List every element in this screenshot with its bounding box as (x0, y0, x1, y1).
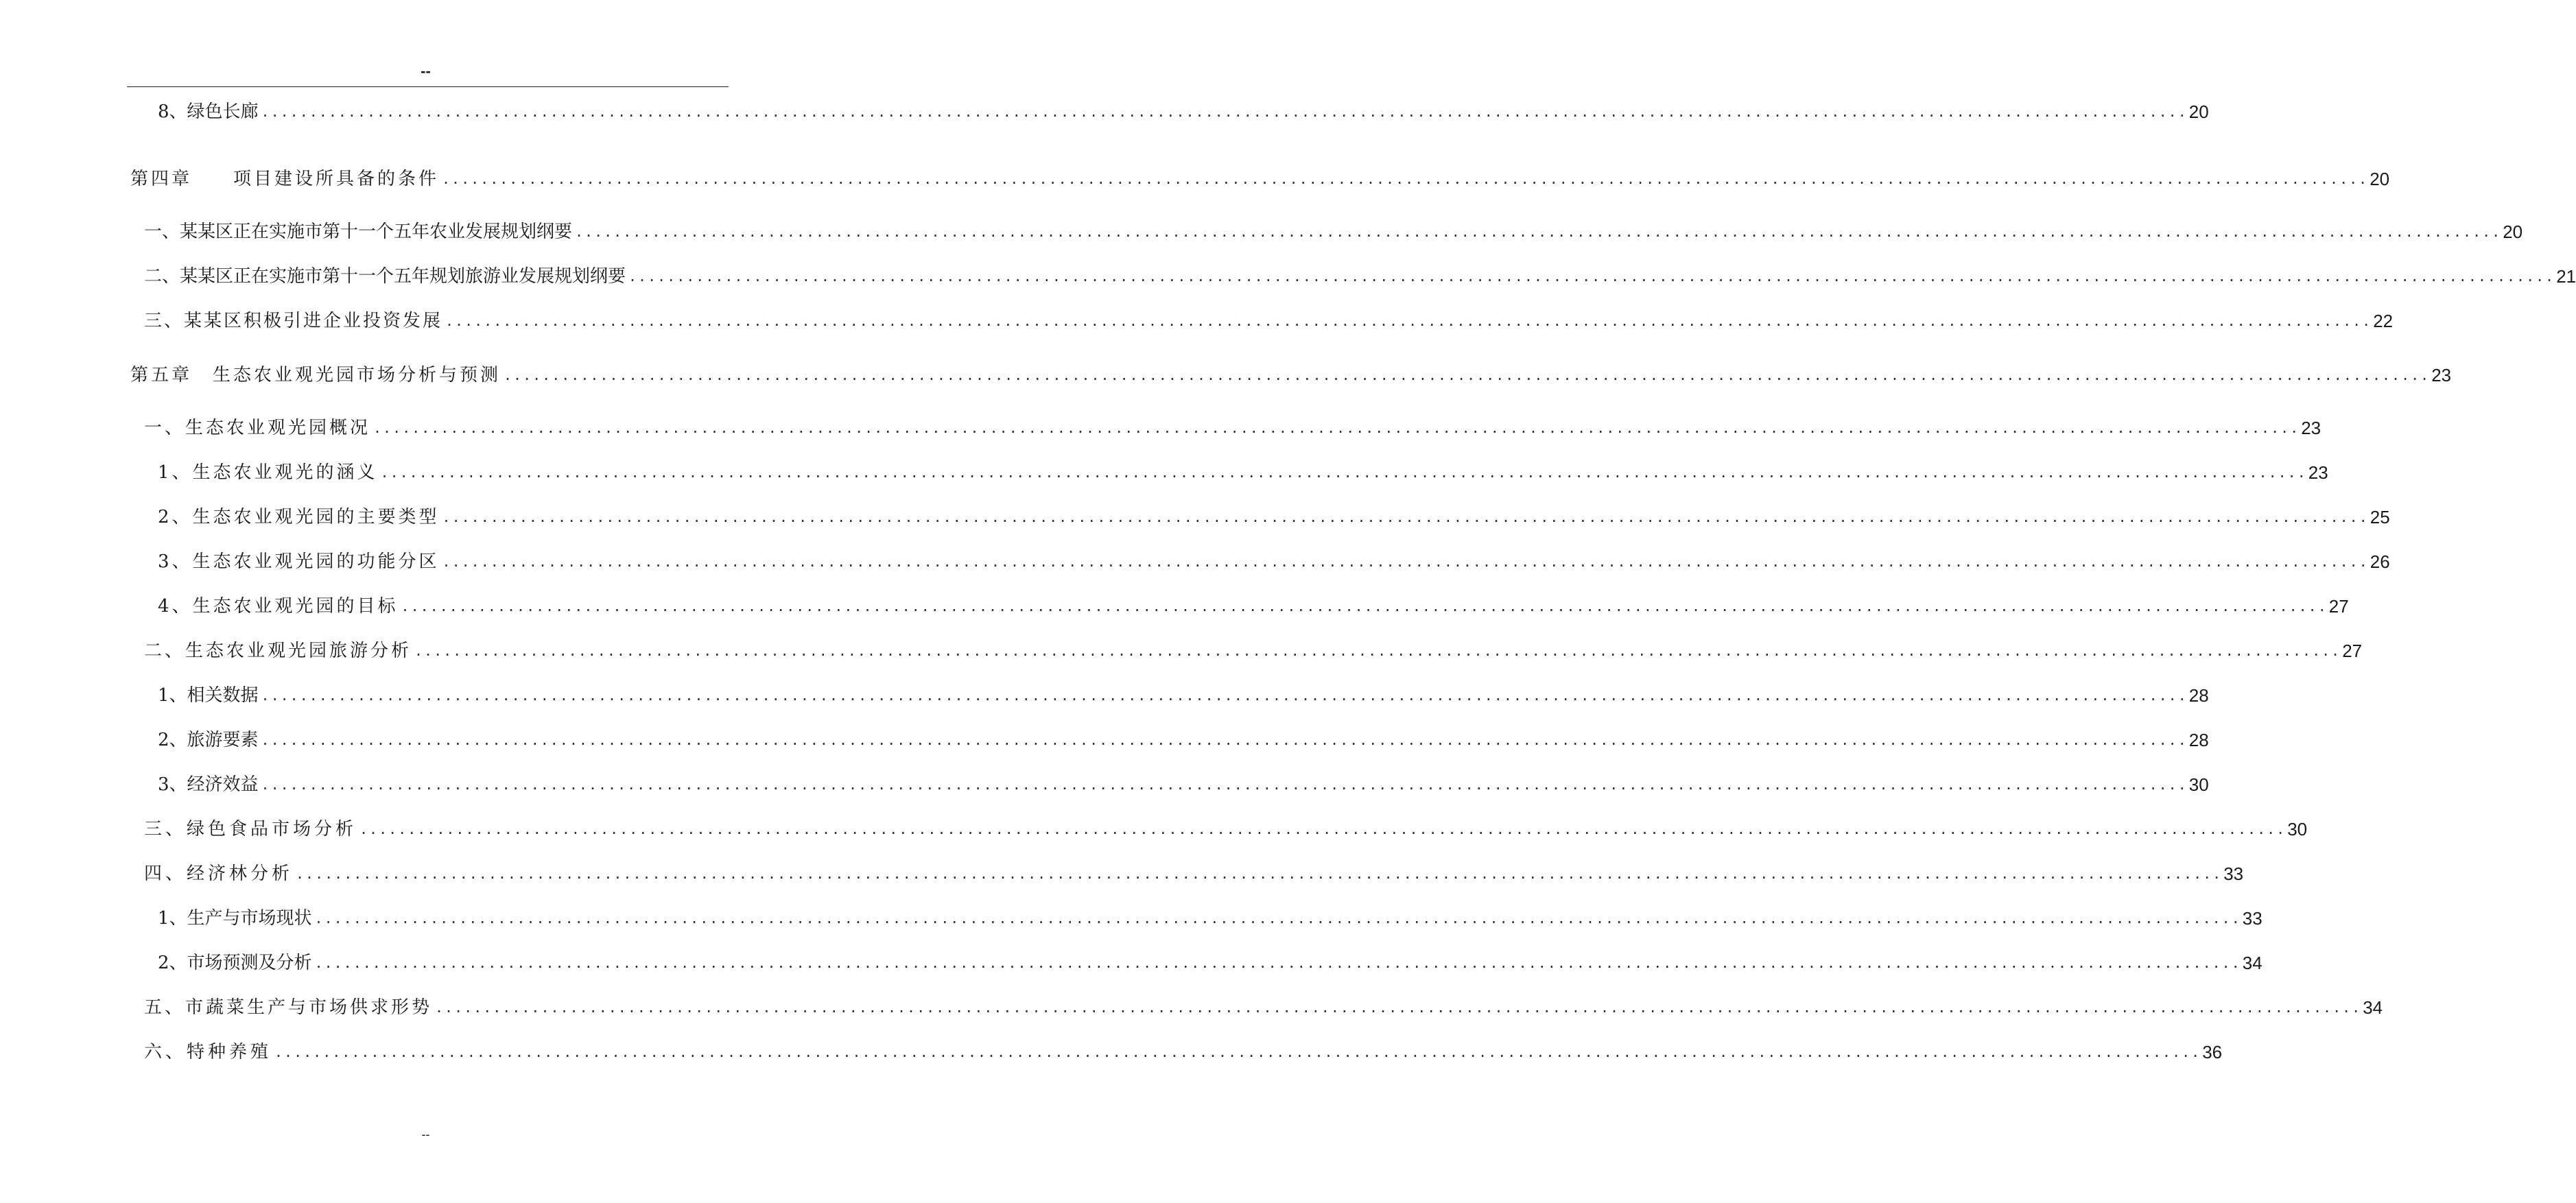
toc-entry-title: 8、绿色长廊 (158, 102, 259, 122)
toc-leader-dots: ........................................................................................................................................................................................................ (442, 553, 2369, 570)
toc-entry-page: 20 (2503, 222, 2523, 242)
toc-entry-page: 22 (2373, 311, 2394, 331)
toc-entry-page: 34 (2242, 953, 2262, 973)
toc-entry-page: 20 (2188, 102, 2209, 122)
toc-entry[interactable] (144, 309, 2394, 333)
toc-entry[interactable] (144, 996, 2383, 1019)
toc-entry[interactable] (158, 773, 2209, 796)
toc-leader-dots: ........................................................................................................................................................................................................ (373, 420, 2300, 436)
toc-entry-page: 27 (2342, 641, 2363, 661)
toc-entry[interactable] (158, 684, 2209, 707)
toc-entry-page: 25 (2370, 507, 2390, 527)
toc-leader-dots: ........................................................................................................................................................................................................ (314, 955, 2241, 971)
toc-entry[interactable] (144, 818, 2308, 841)
toc-entry-title: 第四章 项目建设所具备的条件 (130, 169, 440, 189)
toc-leader-dots: ........................................................................................................................................................................................................ (628, 268, 2555, 285)
toc-entry-page: 23 (2301, 418, 2321, 438)
toc-entry-page: 27 (2328, 596, 2349, 617)
toc-entry-page: 30 (2287, 819, 2308, 839)
toc-leader-dots: ........................................................................................................................................................................................................ (314, 910, 2241, 927)
toc-leader-dots: ........................................................................................................................................................................................................ (442, 171, 2369, 187)
toc-entry[interactable] (144, 639, 2363, 663)
toc-entry-page: 30 (2188, 774, 2209, 795)
toc-entry-title: 一、生态农业观光园概况 (144, 418, 371, 438)
toc-entry[interactable] (144, 265, 2576, 288)
toc-entry[interactable] (158, 505, 2390, 529)
toc-entry[interactable] (158, 461, 2328, 484)
toc-entry-title: 1、生态农业观光的涵义 (158, 462, 378, 483)
toc-leader-dots: ........................................................................................................................................................................................................ (261, 732, 2188, 748)
toc-leader-dots: ........................................................................................................................................................................................................ (380, 464, 2307, 481)
toc-leader-dots: ........................................................................................................................................................................................................ (296, 866, 2223, 882)
toc-entry[interactable] (144, 1040, 2223, 1064)
toc-entry-title: 1、相关数据 (158, 685, 259, 706)
toc-leader-dots: ........................................................................................................................................................................................................ (261, 104, 2188, 120)
toc-entry-page: 26 (2370, 551, 2390, 572)
toc-entry-title: 3、生态农业观光园的功能分区 (158, 551, 440, 572)
toc-leader-dots: ........................................................................................................................................................................................................ (359, 821, 2287, 837)
toc-entry-page: 23 (2431, 365, 2452, 385)
toc-leader-dots: ........................................................................................................................................................................................................ (401, 598, 2328, 615)
toc-entry-title: 2、旅游要素 (158, 730, 259, 750)
toc-entry-title: 五、市蔬菜生产与市场供求形势 (144, 997, 433, 1018)
toc-leader-dots: ........................................................................................................................................................................................................ (442, 509, 2369, 525)
toc-entry-title: 三、某某区积极引进企业投资发展 (144, 311, 443, 331)
toc-entry-title: 2、市场预测及分析 (158, 953, 312, 973)
toc-entry-title: 3、经济效益 (158, 774, 259, 795)
toc-entry[interactable] (144, 862, 2244, 885)
toc-entry[interactable] (130, 364, 2452, 387)
toc-entry-title: 三、绿色食品市场分析 (144, 819, 357, 839)
toc-entry[interactable] (144, 220, 2523, 243)
toc-entry[interactable] (158, 595, 2349, 618)
toc-entry-title: 4、生态农业观光园的目标 (158, 596, 399, 617)
toc-entry[interactable] (158, 100, 2209, 123)
toc-entry[interactable] (158, 728, 2209, 752)
toc-entry-title: 二、某某区正在实施市第十一个五年规划旅游业发展规划纲要 (144, 266, 626, 287)
toc-leader-dots: ........................................................................................................................................................................................................ (445, 313, 2372, 329)
toc-entry[interactable] (158, 951, 2262, 975)
toc-leader-dots: ........................................................................................................................................................................................................ (261, 776, 2188, 793)
toc-entry-page: 20 (2370, 169, 2390, 189)
toc-leader-dots: ........................................................................................................................................................................................................ (504, 367, 2431, 383)
toc-entry-title: 1、生产与市场现状 (158, 908, 312, 929)
toc-entry-page: 33 (2242, 908, 2262, 929)
toc-entry-page: 33 (2223, 863, 2244, 884)
toc-entry-title: 一、某某区正在实施市第十一个五年农业发展规划纲要 (144, 222, 573, 242)
toc-entry-title: 第五章 生态农业观光园市场分析与预测 (130, 365, 501, 385)
page-header-mark: -- (421, 62, 431, 80)
toc-entry[interactable] (144, 416, 2321, 440)
toc-leader-dots: ........................................................................................................................................................................................................ (261, 687, 2188, 704)
toc-entry-title: 六、特种养殖 (144, 1042, 272, 1062)
toc-entry-page: 28 (2188, 685, 2209, 706)
toc-entry[interactable] (130, 167, 2390, 191)
toc-entry-title: 2、生态农业观光园的主要类型 (158, 507, 440, 527)
toc-entry[interactable] (158, 550, 2390, 573)
toc-leader-dots: ........................................................................................................................................................................................................ (575, 224, 2502, 240)
toc-entry-page: 23 (2308, 462, 2328, 483)
toc-leader-dots: ........................................................................................................................................................................................................ (274, 1044, 2201, 1060)
toc-entry[interactable] (158, 907, 2262, 930)
toc-leader-dots: ........................................................................................................................................................................................................ (435, 999, 2362, 1016)
toc-entry-page: 36 (2202, 1042, 2223, 1062)
toc-entry-title: 四、经济林分析 (144, 863, 294, 884)
toc-entry-page: 34 (2363, 997, 2383, 1018)
page-footer-mark: -- (421, 1128, 430, 1141)
toc-leader-dots: ........................................................................................................................................................................................................ (414, 643, 2341, 659)
toc-entry-title: 二、生态农业观光园旅游分析 (144, 641, 412, 661)
toc-entry-page: 21 (2556, 266, 2576, 287)
toc-entry-page: 28 (2188, 730, 2209, 750)
